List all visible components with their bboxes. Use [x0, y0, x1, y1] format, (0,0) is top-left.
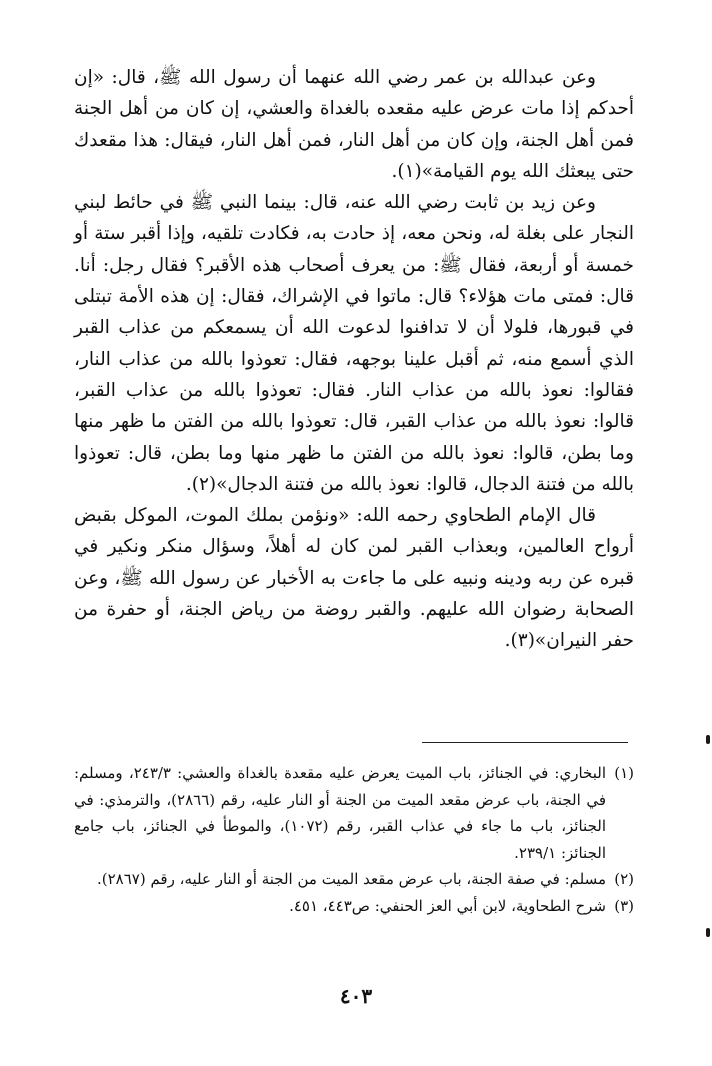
footnotes — [74, 760, 634, 920]
footnote-separator — [422, 742, 628, 743]
scan-edge-mark — [706, 735, 710, 744]
footnote-number: (٣) — [614, 896, 634, 915]
main-text — [74, 62, 634, 657]
footnote-number: (٢) — [614, 870, 634, 889]
paragraph-zayd-hadith: وعن زيد بن ثابت رضي الله عنه، قال: بينما النبي ﷺ في حائط لبني النجار على بغلة له، ونحن معه، إذ حادت به، فكادت تلقيه، وإذا أقبر ستة أو خمسة أو أربعة، فقال ﷺ: من يعرف أصحاب هذه الأقبر؟ فقال رجل: أنا. قال: فمتى مات هؤلاء؟ قال: ماتوا في الإشراك، فقال: إن هذه الأمة تبتلى في قبورها، فلولا أن لا تدافنوا لدعوت الله أن يسمعكم من عذاب القبر الذي أسمع منه، ثم أقبل علينا بوجهه، فقال: تعوذوا بالله من عذاب النار، فقالوا: نعوذ بالله من عذاب النار. فقال: تعوذوا بالله من عذاب القبر، قالوا: نعوذ بالله من عذاب القبر، قال: تعوذوا بالله من الفتن ما ظهر منها وما بطن، قالوا: نعوذ بالله من الفتن ما ظهر منها وما بطن، قال: تعوذوا بالله من فتنة الدجال، قالوا: نعوذ بالله من فتنة الدجال»(٢). — [74, 192, 634, 495]
page-number: ٤٠٣ — [339, 984, 373, 1008]
footnote-text: مسلم: في صفة الجنة، باب عرض مقعد الميت من الجنة أو النار عليه، رقم (٢٨٦٧). — [96, 870, 606, 889]
footnote-1 — [74, 760, 634, 866]
paragraph-ibn-umar-hadith: وعن عبدالله بن عمر رضي الله عنهما أن رسول الله ﷺ، قال: «إن أحدكم إذا مات عرض عليه مقعده بالغداة والعشي، إن كان من أهل الجنة فمن أهل الجنة، وإن كان من أهل النار، فمن أهل النار، فيقال: هذا مقعدك حتى يبعثك الله يوم القيامة»(١). — [74, 67, 634, 182]
scan-edge-mark — [706, 928, 710, 937]
footnote-number: (١) — [614, 764, 634, 782]
footnote-3 — [74, 893, 634, 920]
paragraph-tahawi-quote: قال الإمام الطحاوي رحمه الله: «ونؤمن بملك الموت، الموكل بقبض أرواح العالمين، وبعذاب القبر لمن كان له أهلاً، وسؤال منكر ونكير في قبره عن ربه ودينه ونبيه على ما جاءت به الأخبار عن رسول الله ﷺ، وعن الصحابة رضوان الله عليهم. والقبر روضة من رياض الجنة، أو حفرة من حفر النيران»(٣). — [74, 505, 634, 652]
footnote-text: شرح الطحاوية، لابن أبي العز الحنفي: ص٤٤٣، ٤٥١. — [289, 896, 606, 915]
footnote-text: البخاري: في الجنائز، باب الميت يعرض عليه مقعدة بالغداة والعشي: ٢٤٣/٣، ومسلم: في الجنة، باب عرض مقعد الميت من الجنة أو النار عليه، رقم (٢٨٦٦)، والترمذي: في الجنائز، باب ما جاء في عذاب القبر، رقم (١٠٧٢)، والموطأ في الجنائز، باب جامع الجنائز: ٢٣٩/١. — [74, 764, 607, 862]
footnote-2 — [74, 866, 634, 893]
